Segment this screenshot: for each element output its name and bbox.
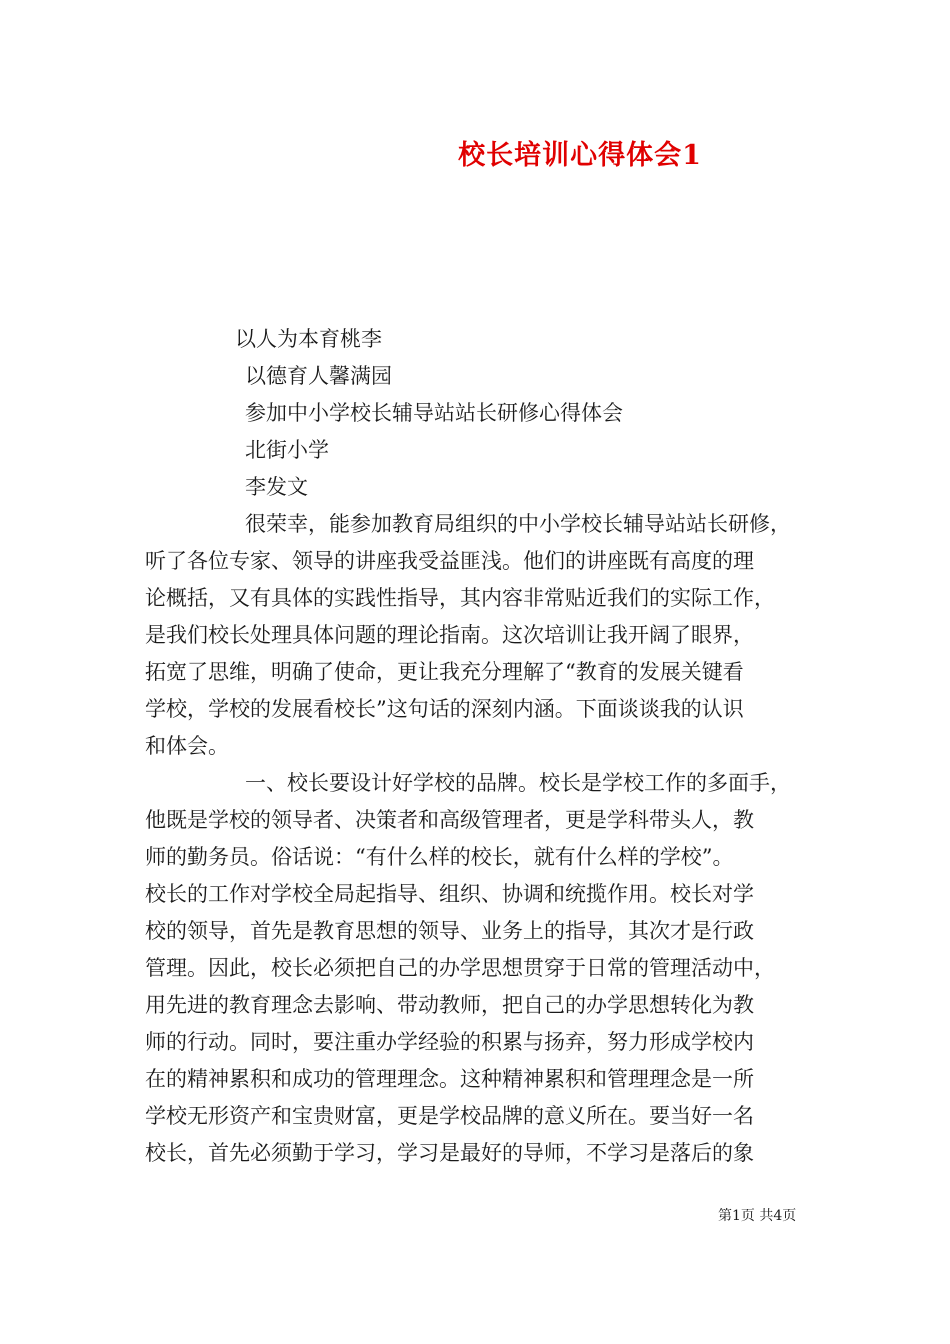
paragraph2-line-9: 在的精神累积和成功的管理理念。这种精神累积和管理理念是一所 xyxy=(145,1067,754,1091)
paragraph2-line-8: 师的行动。同时，要注重办学经验的积累与扬弃，努力形成学校内 xyxy=(145,1030,754,1054)
paragraph1-line-6: 学校，学校的发展看校长”这句话的深刻内涵。下面谈谈我的认识 xyxy=(145,697,744,721)
heading-line-4: 北街小学 xyxy=(245,438,329,462)
heading-line-3: 参加中小学校长辅导站站长研修心得体会 xyxy=(245,401,623,425)
paragraph1-line-2: 听了各位专家、领导的讲座我受益匪浅。他们的讲座既有高度的理 xyxy=(145,549,754,573)
paragraph2-line-1: 一、校长要设计好学校的品牌。校长是学校工作的多面手， xyxy=(245,771,791,795)
heading-line-2: 以德育人馨满园 xyxy=(245,364,392,388)
paragraph2-line-7: 用先进的教育理念去影响、带动教师，把自己的办学思想转化为教 xyxy=(145,993,754,1017)
paragraph2-line-11: 校长，首先必须勤于学习，学习是最好的导师，不学习是落后的象 xyxy=(145,1141,754,1165)
paragraph1-line-3: 论概括，又有具体的实践性指导，其内容非常贴近我们的实际工作， xyxy=(145,586,775,610)
heading-line-1: 以人为本育桃李 xyxy=(235,327,382,351)
paragraph2-line-3: 师的勤务员。俗话说：“有什么样的校长，就有什么样的学校”。 xyxy=(145,845,734,869)
page-footer: 第1页 共4页 xyxy=(718,1208,797,1224)
paragraph1-line-4: 是我们校长处理具体问题的理论指南。这次培训让我开阔了眼界， xyxy=(145,623,754,647)
paragraph2-line-4: 校长的工作对学校全局起指导、组织、协调和统揽作用。校长对学 xyxy=(145,882,754,906)
heading-line-5: 李发文 xyxy=(245,475,308,499)
paragraph1-line-7: 和体会。 xyxy=(145,734,229,758)
paragraph2-line-10: 学校无形资产和宝贵财富，更是学校品牌的意义所在。要当好一名 xyxy=(145,1104,754,1128)
paragraph2-line-6: 管理。因此，校长必须把自己的办学思想贯穿于日常的管理活动中， xyxy=(145,956,775,980)
paragraph1-line-5: 拓宽了思维，明确了使命，更让我充分理解了“教育的发展关键看 xyxy=(145,660,744,684)
paragraph2-line-2: 他既是学校的领导者、决策者和高级管理者，更是学科带头人，教 xyxy=(145,808,754,832)
paragraph2-line-5: 校的领导，首先是教育思想的领导、业务上的指导，其次才是行政 xyxy=(145,919,754,943)
document-title: 校长培训心得体会1 xyxy=(458,140,702,171)
paragraph1-line-1: 很荣幸，能参加教育局组织的中小学校长辅导站站长研修， xyxy=(245,512,791,536)
